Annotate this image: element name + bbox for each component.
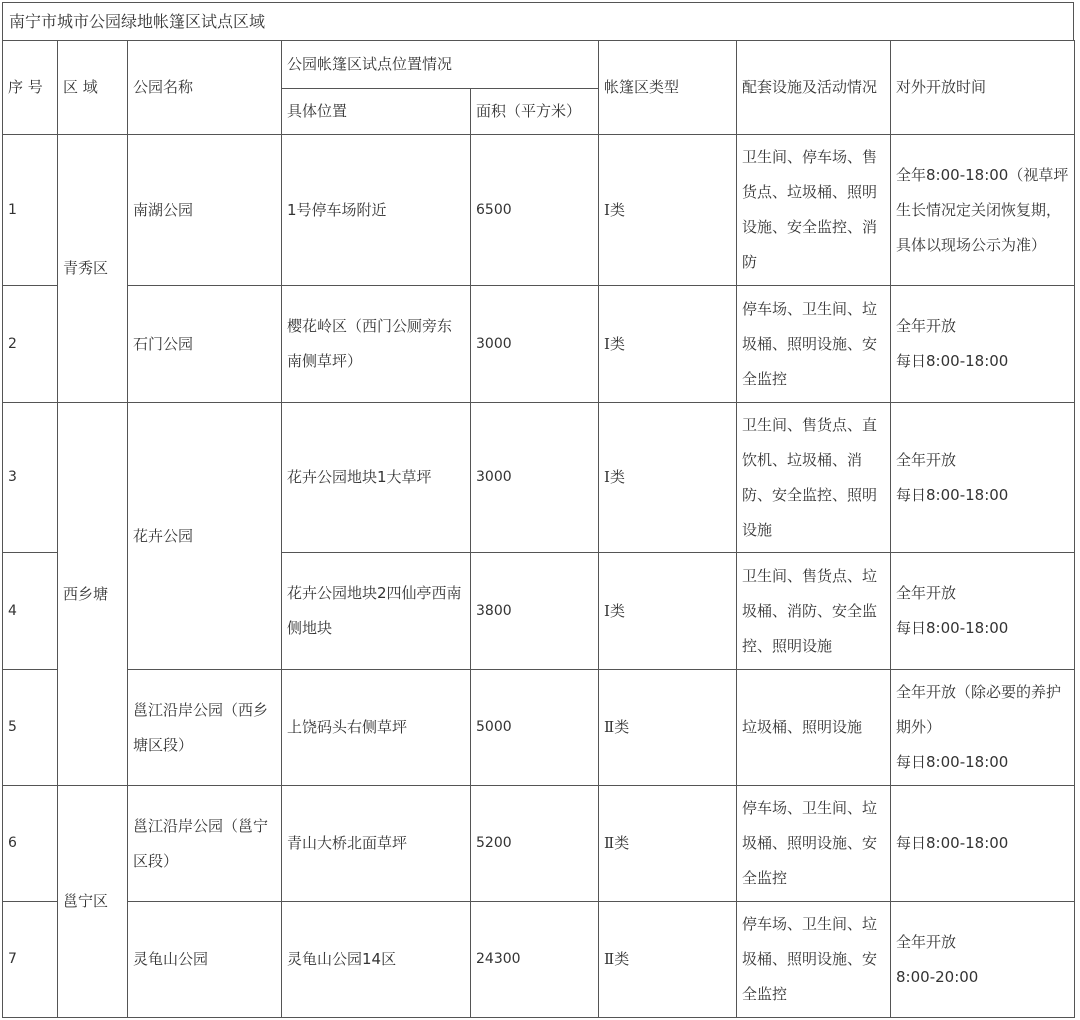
header-facilities: 配套设施及活动情况 xyxy=(737,41,891,135)
type-cell: Ⅰ类 xyxy=(599,553,737,670)
type-cell: Ⅰ类 xyxy=(599,403,737,553)
row-seq: 4 xyxy=(3,553,58,670)
row-seq: 6 xyxy=(3,786,58,902)
hours-line: 每日8:00-18:00 xyxy=(896,753,1009,771)
park-name: 南湖公园 xyxy=(128,135,282,286)
hours-line: 每日8:00-18:00 xyxy=(896,485,1009,504)
area-cell: 5200 xyxy=(471,786,599,902)
header-seq: 序 号 xyxy=(3,41,58,135)
area-cell: 24300 xyxy=(471,902,599,1018)
hours-line: 每日8:00-18:00 xyxy=(896,352,1009,370)
facilities-cell: 卫生间、售货点、垃圾桶、消防、安全监控、照明设施 xyxy=(737,553,891,670)
location-cell: 灵龟山公园14区 xyxy=(282,902,471,1018)
table-row xyxy=(3,902,1075,1018)
header-district: 区 域 xyxy=(58,41,128,135)
hours-line: 全年开放 xyxy=(896,932,957,951)
row-seq: 3 xyxy=(3,403,58,553)
header-area: 面积（平方米） xyxy=(471,89,599,135)
location-cell: 1号停车场附近 xyxy=(282,135,471,286)
facilities-cell: 停车场、卫生间、垃圾桶、照明设施、安全监控 xyxy=(737,902,891,1018)
type-cell: Ⅱ类 xyxy=(599,786,737,902)
location-cell: 樱花岭区（西门公厕旁东南侧草坪） xyxy=(282,286,471,403)
area-cell: 6500 xyxy=(471,135,599,286)
hours-line: 全年开放 xyxy=(896,317,957,335)
table-row xyxy=(3,286,1075,403)
park-name: 灵龟山公园 xyxy=(128,902,282,1018)
header-hours: 对外开放时间 xyxy=(891,41,1075,135)
row-seq: 2 xyxy=(3,286,58,403)
facilities-cell: 卫生间、停车场、售货点、垃圾桶、照明设施、安全监控、消防 xyxy=(737,135,891,286)
table-row xyxy=(3,670,1075,786)
header-row-1 xyxy=(3,41,1075,89)
table-title: 南宁市城市公园绿地帐篷区试点区域 xyxy=(2,2,1074,40)
type-cell: Ⅱ类 xyxy=(599,902,737,1018)
row-seq: 7 xyxy=(3,902,58,1018)
tent-area-table xyxy=(2,40,1075,1018)
hours-cell xyxy=(891,670,1075,786)
facilities-cell: 卫生间、售货点、直饮机、垃圾桶、消防、安全监控、照明设施 xyxy=(737,403,891,553)
header-location-group: 公园帐篷区试点位置情况 xyxy=(282,41,599,89)
hours-cell: 每日8:00-18:00 xyxy=(891,786,1075,902)
area-cell: 3000 xyxy=(471,403,599,553)
header-park: 公园名称 xyxy=(128,41,282,135)
hours-cell: 全年8:00-18:00（视草坪生长情况定关闭恢复期，具体以现场公示为准） xyxy=(891,135,1075,286)
hours-line: 全年开放 xyxy=(896,450,957,469)
hours-cell xyxy=(891,902,1075,1018)
park-name: 石门公园 xyxy=(128,286,282,403)
park-name: 邕江沿岸公园（邕宁区段） xyxy=(128,786,282,902)
header-location: 具体位置 xyxy=(282,89,471,135)
district-cell: 邕宁区 xyxy=(58,786,128,1018)
area-cell: 3800 xyxy=(471,553,599,670)
row-seq: 5 xyxy=(3,670,58,786)
location-cell: 青山大桥北面草坪 xyxy=(282,786,471,902)
hours-line: 8:00-20:00 xyxy=(896,967,979,986)
area-cell: 3000 xyxy=(471,286,599,403)
park-name: 邕江沿岸公园（西乡塘区段） xyxy=(128,670,282,786)
hours-cell xyxy=(891,553,1075,670)
type-cell: Ⅰ类 xyxy=(599,286,737,403)
hours-line: 全年开放（除必要的养护期外） xyxy=(896,683,1062,736)
hours-line: 每日8:00-18:00 xyxy=(896,619,1009,637)
table-row xyxy=(3,786,1075,902)
type-cell: Ⅱ类 xyxy=(599,670,737,786)
header-type: 帐篷区类型 xyxy=(599,41,737,135)
hours-cell xyxy=(891,403,1075,553)
location-cell: 花卉公园地块1大草坪 xyxy=(282,403,471,553)
district-cell: 西乡塘 xyxy=(58,403,128,786)
facilities-cell: 停车场、卫生间、垃圾桶、照明设施、安全监控 xyxy=(737,786,891,902)
type-cell: Ⅰ类 xyxy=(599,135,737,286)
district-cell: 青秀区 xyxy=(58,135,128,403)
hours-cell xyxy=(891,286,1075,403)
park-name: 花卉公园 xyxy=(128,403,282,670)
facilities-cell: 停车场、卫生间、垃圾桶、照明设施、安全监控 xyxy=(737,286,891,403)
hours-line: 全年开放 xyxy=(896,584,957,602)
area-cell: 5000 xyxy=(471,670,599,786)
table-row xyxy=(3,135,1075,286)
location-cell: 上饶码头右侧草坪 xyxy=(282,670,471,786)
row-seq: 1 xyxy=(3,135,58,286)
location-cell: 花卉公园地块2四仙亭西南侧地块 xyxy=(282,553,471,670)
table-row xyxy=(3,403,1075,553)
facilities-cell: 垃圾桶、照明设施 xyxy=(737,670,891,786)
